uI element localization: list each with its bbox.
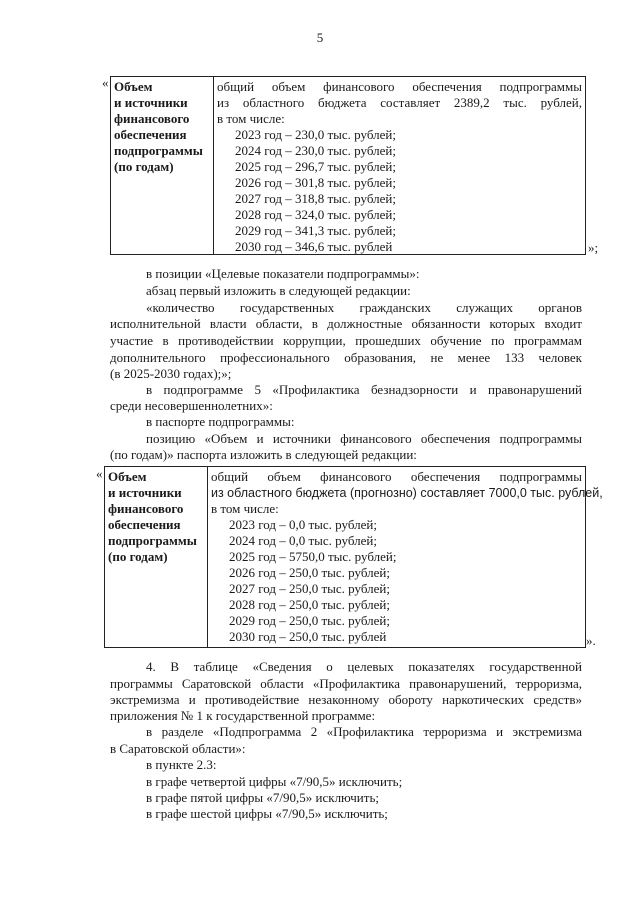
table1-left-line: Объем <box>114 79 153 94</box>
paragraph-line: в Саратовской области»: <box>110 741 246 756</box>
table2-left-line: (по годам) <box>108 549 168 564</box>
table2-year-row: 2027 год – 250,0 тыс. рублей; <box>229 581 390 596</box>
table2-left-line: финансового <box>108 501 184 516</box>
table2-year-row: 2029 год – 250,0 тыс. рублей; <box>229 613 390 628</box>
paragraph-line: приложения № 1 к государственной программе: <box>110 708 376 723</box>
table1-year-row: 2028 год – 324,0 тыс. рублей; <box>235 207 396 222</box>
page-number: 5 <box>316 30 324 45</box>
paragraph-line: в паспорте подпрограммы: <box>146 414 295 429</box>
table1-year-row: 2024 год – 230,0 тыс. рублей; <box>235 143 396 158</box>
paragraph-line: дополнительного профессионального образования, не менее 133 человек <box>110 350 582 365</box>
table2-year-row: 2028 год – 250,0 тыс. рублей; <box>229 597 390 612</box>
paragraph-line: экстремизма и противодействие незаконному обороту наркотических средств» <box>110 692 582 707</box>
paragraph-line: «количество государственных гражданских служащих органов <box>146 300 582 315</box>
table2-left-cell <box>105 467 208 647</box>
table2-left-line: подпрограммы <box>108 533 197 548</box>
paragraph-line: в подпрограмме 5 «Профилактика безнадзорности и правонарушений <box>146 382 582 397</box>
table1-left-line: и источники <box>114 95 188 110</box>
table2-year-row: 2023 год – 0,0 тыс. рублей; <box>229 517 377 532</box>
table1-year-row: 2029 год – 341,3 тыс. рублей; <box>235 223 396 238</box>
table2-left-line: и источники <box>108 485 182 500</box>
paragraph-line: 4. В таблице «Сведения о целевых показателях государственной <box>146 659 582 674</box>
table1-close-quote: »; <box>588 240 599 255</box>
table2-open-quote: « <box>96 466 103 481</box>
table1-intro-line: из областного бюджета составляет 2389,2 тыс. рублей, <box>217 95 582 110</box>
table1-year-row: 2025 год – 296,7 тыс. рублей; <box>235 159 396 174</box>
table2-close-quote: ». <box>586 633 596 648</box>
table1-right-cell <box>214 77 585 254</box>
paragraph-line: (по годам)» паспорта изложить в следующей редакции: <box>110 447 417 462</box>
paragraph-line: среди несовершеннолетних»: <box>110 398 273 413</box>
paragraph-line: участие в противодействии коррупции, прошедших обучение по программам <box>110 333 582 348</box>
table2-intro-line: общий объем финансового обеспечения подпрограммы <box>211 469 582 484</box>
table1-year-row: 2026 год – 301,8 тыс. рублей; <box>235 175 396 190</box>
table2-left-line: обеспечения <box>108 517 181 532</box>
paragraph-line: в графе четвертой цифры «7/90,5» исключить; <box>146 774 403 789</box>
table2-right-cell <box>208 467 603 647</box>
table1-left-line: подпрограммы <box>114 143 203 158</box>
paragraph-line: программы Саратовской области «Профилактика правонарушений, терроризма, <box>110 676 582 691</box>
table2-year-row: 2024 год – 0,0 тыс. рублей; <box>229 533 377 548</box>
paragraph-line: абзац первый изложить в следующей редакции: <box>146 283 411 298</box>
paragraph-line: в позиции «Целевые показатели подпрограммы»: <box>146 266 420 281</box>
table1-year-row: 2030 год – 346,6 тыс. рублей <box>235 239 393 254</box>
table1-left-cell <box>111 77 214 254</box>
paragraph-line: в разделе «Подпрограмма 2 «Профилактика терроризма и экстремизма <box>146 724 582 739</box>
table1-year-row: 2023 год – 230,0 тыс. рублей; <box>235 127 396 142</box>
table2-left-line: Объем <box>108 469 147 484</box>
table2-year-row: 2030 год – 250,0 тыс. рублей <box>229 629 387 644</box>
table1-year-row: 2027 год – 318,8 тыс. рублей; <box>235 191 396 206</box>
paragraph-line: (в 2025-2030 годах);»; <box>110 366 232 381</box>
paragraph-line: в пункте 2.3: <box>146 757 217 772</box>
table1-left-line: (по годам) <box>114 159 174 174</box>
table1-intro-line: общий объем финансового обеспечения подпрограммы <box>217 79 582 94</box>
table1-left-line: обеспечения <box>114 127 187 142</box>
table2-year-row: 2025 год – 5750,0 тыс. рублей; <box>229 549 397 564</box>
table2-intro-line: из областного бюджета (прогнозно) составляет 7000,0 тыс. рублей, <box>211 486 603 500</box>
paragraph-line: в графе шестой цифры «7/90,5» исключить; <box>146 806 388 821</box>
funding-table-2 <box>104 466 603 648</box>
paragraph-line: в графе пятой цифры «7/90,5» исключить; <box>146 790 379 805</box>
table2-year-row: 2026 год – 250,0 тыс. рублей; <box>229 565 390 580</box>
table1-intro-line: в том числе: <box>217 111 285 126</box>
table1-left-line: финансового <box>114 111 190 126</box>
funding-table-1 <box>110 76 586 255</box>
paragraph-line: позицию «Объем и источники финансового обеспечения подпрограммы <box>146 431 582 446</box>
paragraph-line: исполнительной власти области, в должностные обязанности которых входит <box>110 316 582 331</box>
table1-open-quote: « <box>102 75 109 90</box>
table2-intro-line: в том числе: <box>211 501 279 516</box>
